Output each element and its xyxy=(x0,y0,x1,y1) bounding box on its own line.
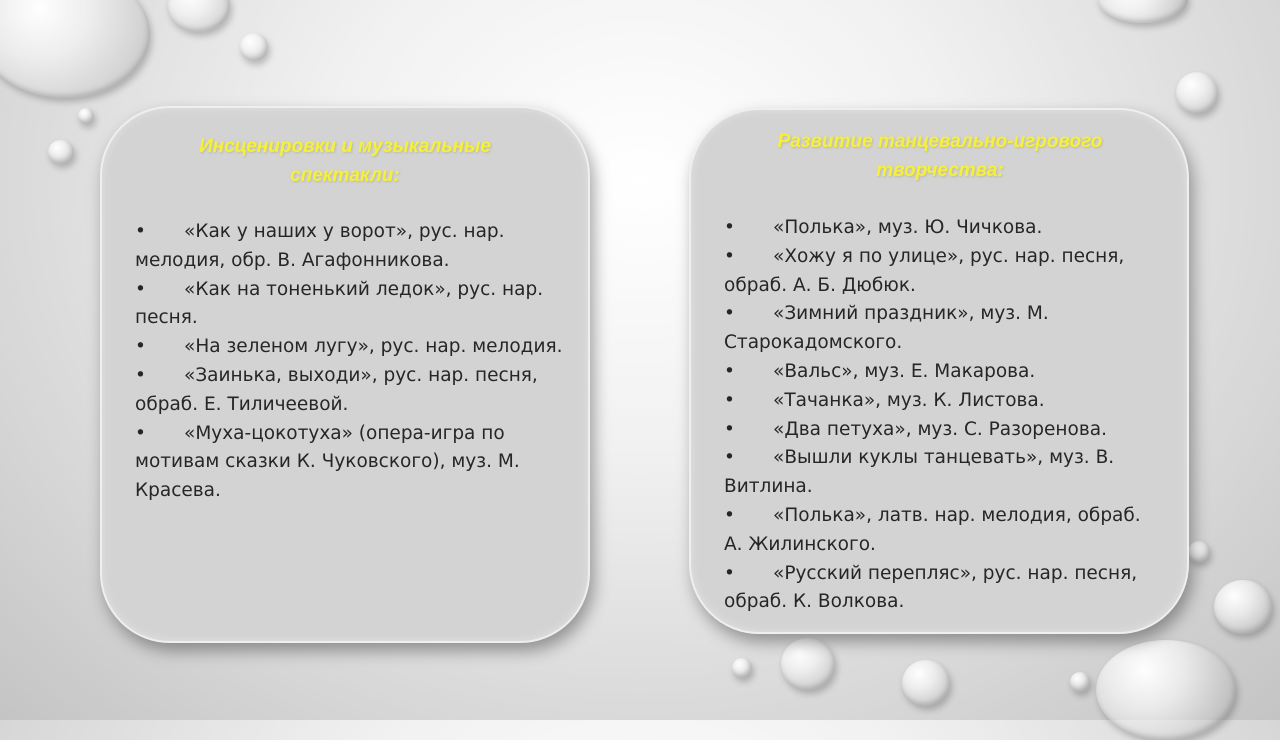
water-drop-decoration xyxy=(781,638,835,690)
list-item xyxy=(724,214,1164,243)
list-item-text: «Хожу я по улице», рус. нар. песня, обраб. А. Б. Дюбюк. xyxy=(724,245,1125,296)
water-drop-decoration xyxy=(240,33,268,61)
water-drop-decoration xyxy=(48,140,74,164)
bullet: • xyxy=(724,303,735,325)
list-item xyxy=(724,300,1164,358)
bullet: • xyxy=(724,562,735,584)
water-drop-decoration xyxy=(1096,640,1236,740)
bullet: • xyxy=(724,389,735,411)
right-card-list xyxy=(724,214,1164,617)
list-item-text: «Заинька, выходи», рус. нар. песня, обраб. Е. Тиличеевой. xyxy=(135,364,538,415)
right-card-title: Развитие танцевально-игрового творчества: xyxy=(777,131,1103,181)
list-item-text: «Как у наших у ворот», рус. нар. мелодия, обр. В. Агафонникова. xyxy=(135,221,505,271)
water-drop-decoration xyxy=(0,0,150,98)
list-item xyxy=(135,362,565,420)
list-item-text: «Тачанка», муз. К. Листова. xyxy=(773,389,1045,411)
bullet: • xyxy=(135,278,146,300)
list-item-text: «Как на тоненький ледок», рус. нар. песня. xyxy=(135,278,544,329)
bullet: • xyxy=(724,217,735,238)
list-item xyxy=(724,560,1164,618)
list-item xyxy=(724,416,1164,445)
list-item-text: «Вышли куклы танцевать», муз. В. Витлина. xyxy=(724,447,1115,498)
list-item-text: «На зеленом лугу», рус. нар. мелодия. xyxy=(184,336,563,358)
water-drop-decoration xyxy=(1214,580,1272,634)
water-drop-decoration xyxy=(168,0,230,32)
list-item xyxy=(135,276,565,334)
water-drop-decoration xyxy=(1070,672,1090,692)
list-item xyxy=(135,420,565,506)
list-item-text: «Два петуха», муз. С. Разоренова. xyxy=(773,418,1107,440)
list-item-text: «Полька», муз. Ю. Чичкова. xyxy=(773,217,1043,238)
list-item xyxy=(135,218,565,276)
water-drop-decoration xyxy=(1176,72,1218,114)
list-item-text: «Зимний праздник», муз. М. Старокадомского. xyxy=(724,303,1049,354)
list-item xyxy=(724,444,1164,502)
bullet: • xyxy=(724,504,735,526)
list-item-text: «Вальс», муз. Е. Макарова. xyxy=(773,360,1036,382)
bullet: • xyxy=(135,336,146,358)
water-drop-decoration xyxy=(732,658,752,678)
bullet: • xyxy=(135,364,146,386)
bullet: • xyxy=(724,418,735,440)
bullet: • xyxy=(135,422,146,444)
left-card-list xyxy=(135,218,565,506)
bullet: • xyxy=(724,245,735,267)
list-item xyxy=(724,358,1164,387)
bullet: • xyxy=(135,221,146,242)
list-item-text: «Муха-цокотуха» (опера-игра по мотивам сказки К. Чуковского), муз. М. Красева. xyxy=(135,422,520,502)
list-item-text: «Полька», латв. нар. мелодия, обраб. А. Жилинского. xyxy=(724,504,1141,555)
water-drop-decoration xyxy=(902,660,950,706)
list-item-text: «Русский перепляс», рус. нар. песня, обраб. К. Волкова. xyxy=(724,562,1138,613)
list-item xyxy=(724,387,1164,416)
left-card-title: Инсценировки и музыкальные спектакли: xyxy=(199,136,491,186)
bullet: • xyxy=(724,360,735,382)
bullet: • xyxy=(724,447,735,469)
list-item xyxy=(135,333,565,362)
list-item xyxy=(724,502,1164,560)
list-item xyxy=(724,243,1164,301)
water-drop-decoration xyxy=(1098,0,1188,23)
water-drop-decoration xyxy=(1188,541,1210,563)
water-drop-decoration xyxy=(78,108,94,124)
